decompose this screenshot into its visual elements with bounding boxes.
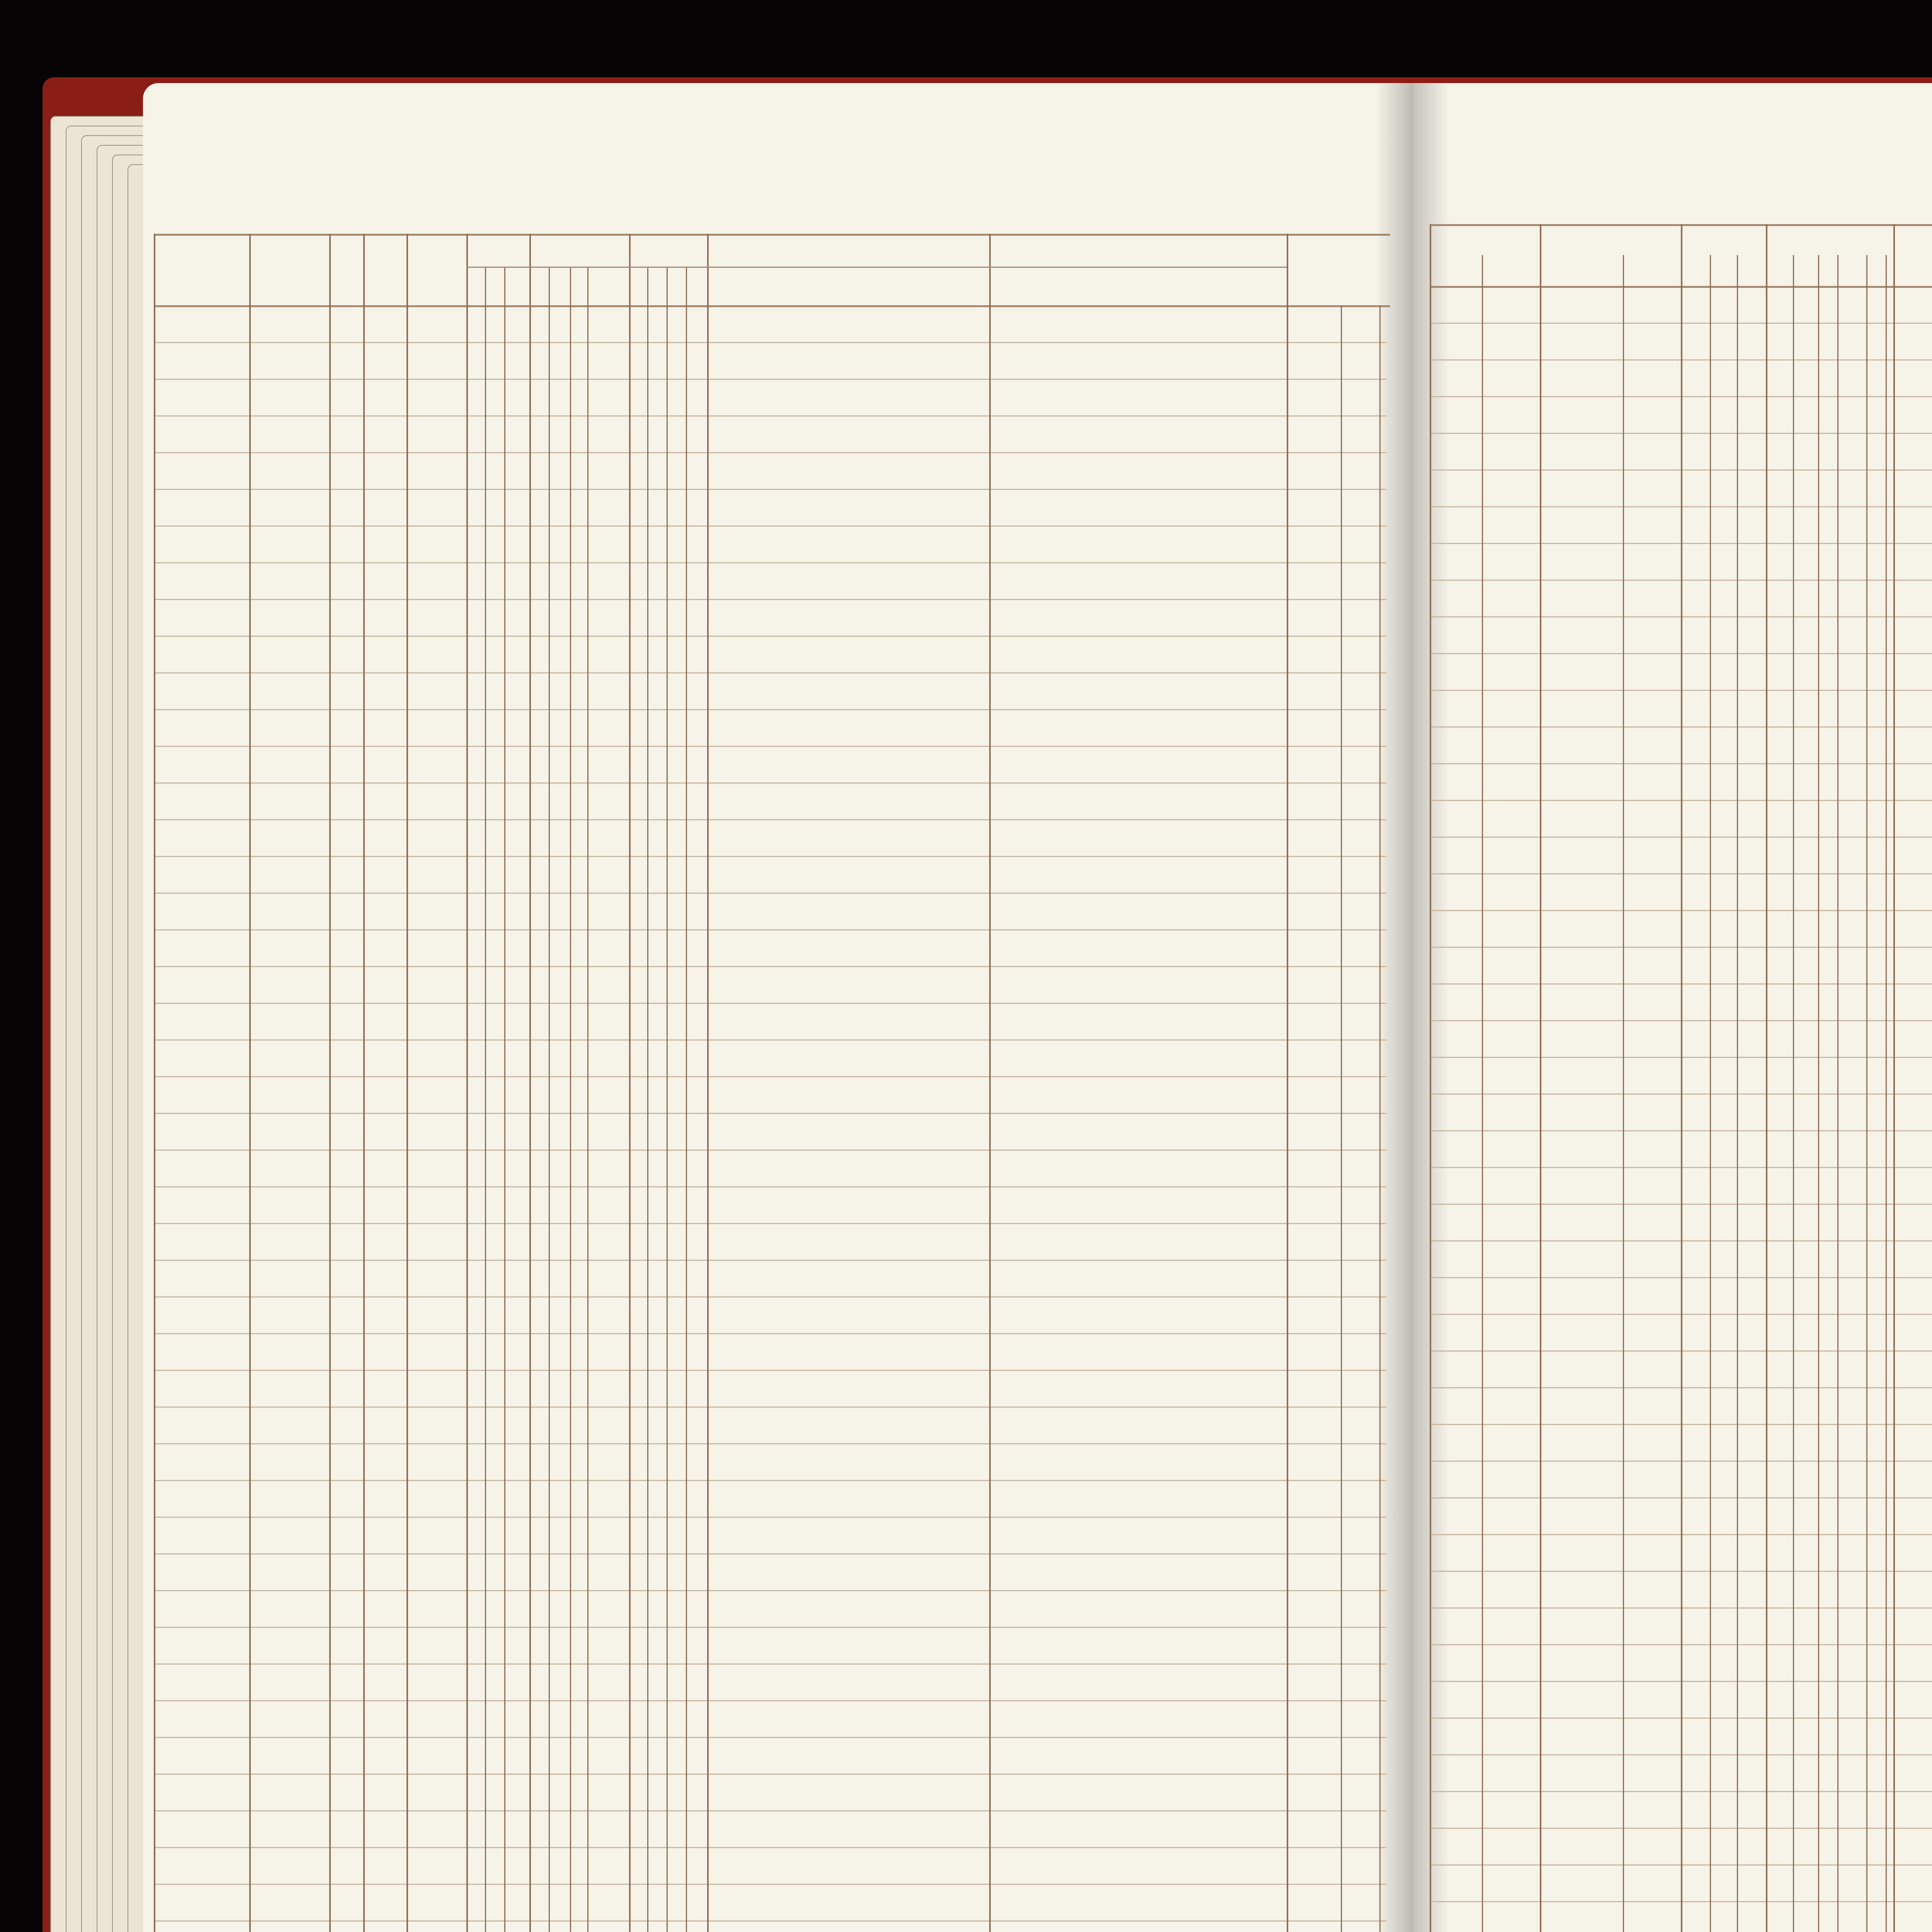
column-divider [989,234,991,1932]
ruled-line [154,1590,1386,1591]
column-divider [529,234,531,1932]
consideration-subcolumn [1341,305,1342,1932]
right-subcolumn-divider [1886,255,1887,1932]
ruled-line [154,782,1386,784]
column-divider [249,234,251,1932]
ruled-line [154,1847,1386,1848]
column-divider [707,234,709,1932]
date-subcolumn-divider [686,267,687,1932]
ruled-line [154,452,1386,453]
ruled-line [154,562,1386,563]
column-divider [629,234,631,1932]
ruled-line [154,819,1386,820]
ruled-line [154,1553,1386,1554]
right-subcolumn-divider [1482,255,1483,1932]
right-subcolumn-divider [1623,255,1624,1932]
ruled-line [154,893,1386,894]
ruled-line [154,1884,1386,1885]
ruled-line [154,1663,1386,1665]
date-subcolumn-divider [647,267,648,1932]
date-subcolumn-divider [485,267,486,1932]
column-divider [363,234,365,1932]
entry-page [365,321,406,328]
ruled-line [154,1517,1386,1518]
ruled-line [154,709,1386,710]
ruled-line [154,746,1386,747]
date-subcolumn-divider [667,267,668,1932]
ruled-line [154,636,1386,637]
right-column-divider [1430,224,1431,1932]
ruled-line [154,599,1386,600]
column-divider [466,234,468,1932]
right-column-divider [1540,224,1541,1932]
ruled-line [154,929,1386,930]
ruled-line [154,966,1386,967]
date-subcolumn-divider [504,267,505,1932]
ruled-line [154,1223,1386,1224]
ruled-line [154,1003,1386,1004]
right-subcolumn-divider [1837,255,1838,1932]
ruled-line [154,1039,1386,1041]
right-subcolumn-divider [1737,255,1738,1932]
column-divider [329,234,331,1932]
header-bottom-rule [154,305,1390,307]
ruled-line [154,1480,1386,1481]
ruled-line [154,1810,1386,1811]
column-divider [154,234,155,1932]
ruled-line [154,1700,1386,1701]
entry-page [365,935,406,943]
ruled-line [154,1076,1386,1077]
date-subheader-rule [466,267,708,268]
ruled-line [154,1443,1386,1444]
ruled-line [154,1296,1386,1298]
column-divider [406,234,408,1932]
ruled-line [154,856,1386,857]
header-top-rule [154,234,1390,236]
ruled-line [154,379,1386,380]
entry-page [365,1401,406,1408]
entry-page [365,634,406,641]
ruled-line [154,1333,1386,1334]
ruled-line [154,1186,1386,1187]
entry-page [365,1122,406,1130]
entry-page [365,1634,406,1642]
ruled-line [154,415,1386,417]
date-subcolumn-divider [570,267,571,1932]
ruled-line [154,526,1386,527]
entry-page [365,483,406,491]
ruled-line [154,1774,1386,1775]
date-subcolumn-divider [549,267,550,1932]
ruled-line [154,1113,1386,1114]
consideration-subcolumn [1379,305,1381,1932]
ruled-line [154,1920,1386,1922]
column-divider [1287,234,1288,1932]
left-page [143,83,1410,1932]
party-subheader-rule [707,267,1287,268]
right-column-divider [1681,224,1682,1932]
ruled-line [154,672,1386,673]
date-subcolumn-divider [587,267,588,1932]
ruled-line [154,1370,1386,1371]
ruled-line [154,1737,1386,1738]
ruled-line [154,1627,1386,1628]
ruled-line [154,342,1386,343]
right-subcolumn-divider [1793,255,1794,1932]
ruled-line [154,489,1386,490]
right-subcolumn-divider [1866,255,1867,1932]
entry-page [365,802,406,810]
right-subcolumn-divider [1710,255,1711,1932]
ruled-line [154,1406,1386,1408]
ruled-line [154,1150,1386,1151]
right-column-divider [1893,224,1895,1932]
right-subcolumn-divider [1818,255,1819,1932]
ruled-line [154,1260,1386,1261]
right-column-divider [1766,224,1767,1932]
entry-page [365,1770,406,1777]
